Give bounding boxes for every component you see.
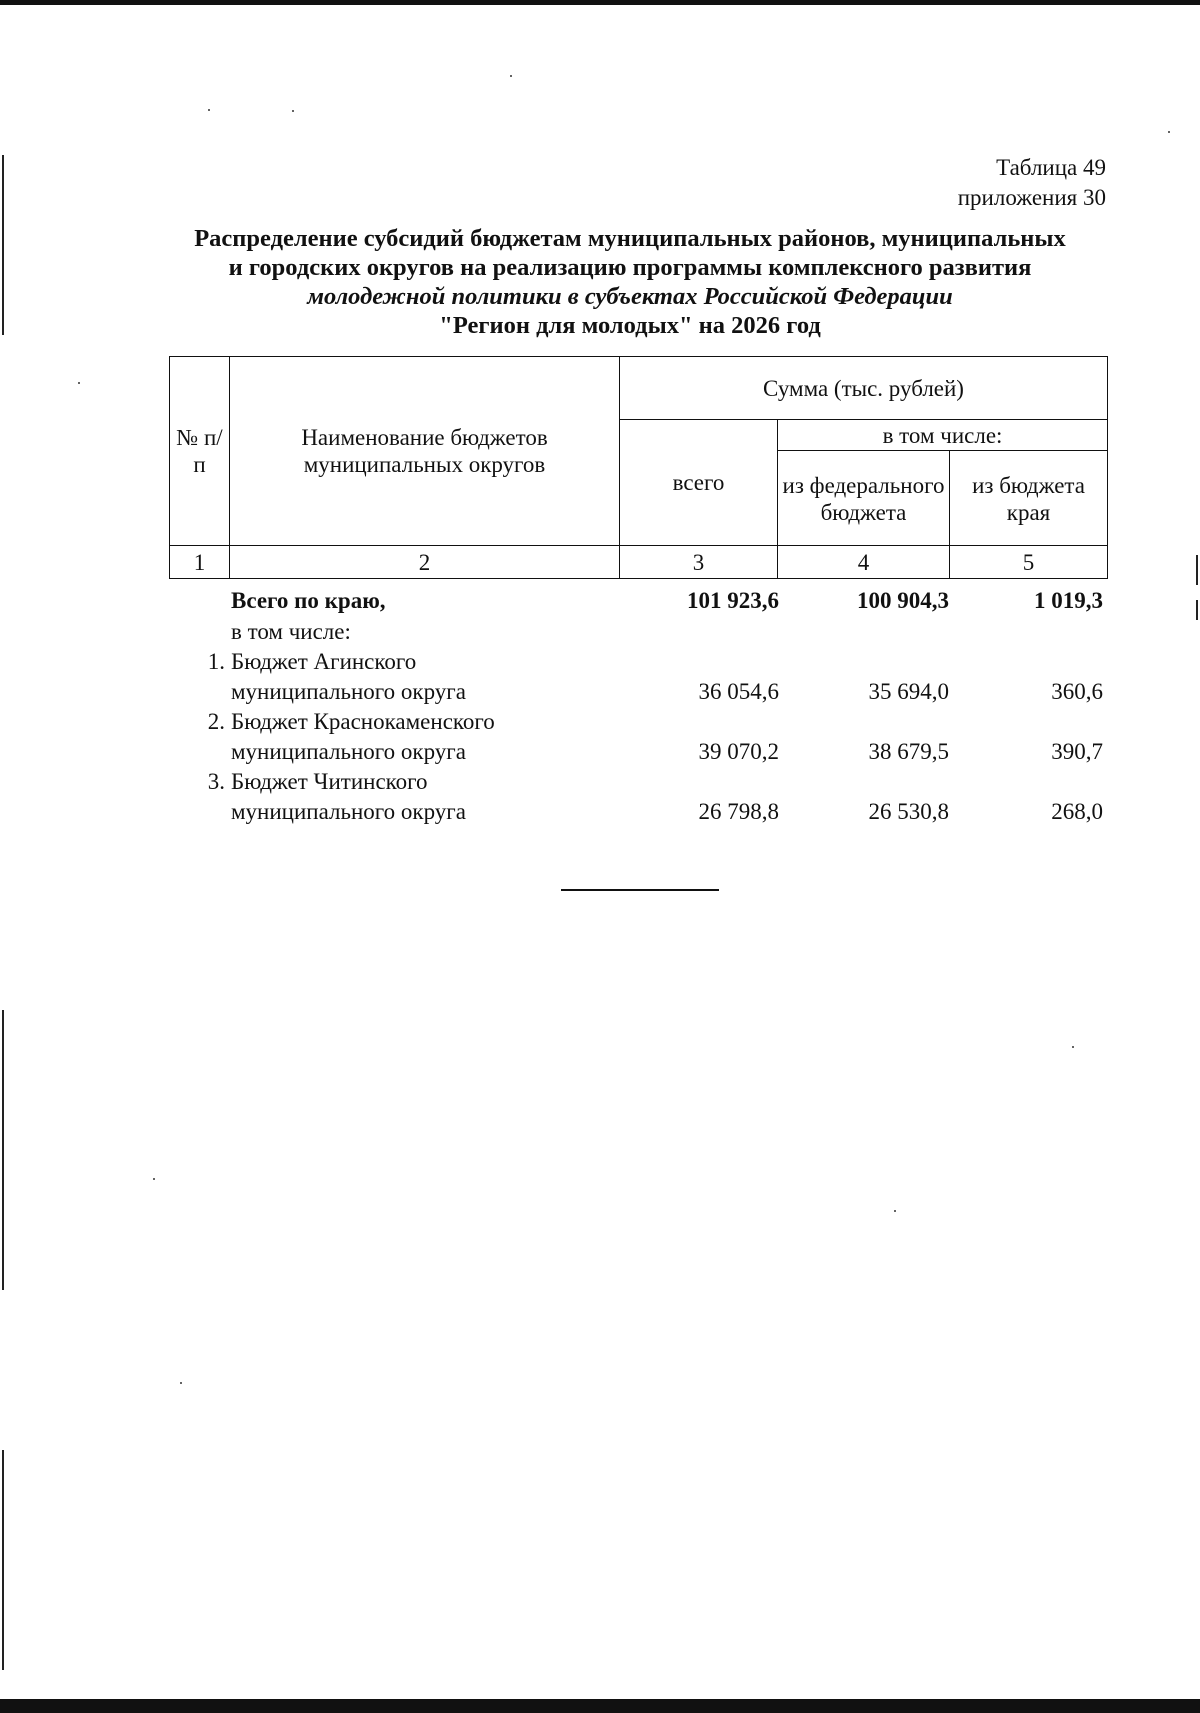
total-row-regional: 1 019,3 [1034,588,1103,613]
budget-table-header [169,356,1108,579]
scan-speck [1072,1046,1074,1048]
row-name: Бюджет Краснокаменского [231,709,495,734]
table-row [169,797,1107,827]
total-row-federal: 100 904,3 [857,588,949,613]
column-number-4: 4 [778,546,950,579]
header-number: № п/п [170,357,230,546]
row-total: 39 070,2 [698,739,779,764]
table-row [169,647,1107,677]
header-regional: из бюджета края [950,451,1108,546]
header-sum: Сумма (тыс. рублей) [620,357,1108,420]
row-federal: 38 679,5 [868,739,949,764]
scan-speck [78,382,80,384]
scan-speck [1168,131,1170,133]
title-line-2: и городских округов на реализацию программы комплексного развития [228,254,1032,281]
scan-edge-mark [2,155,4,335]
scan-speck [292,110,294,112]
table-row [169,767,1107,797]
row-name-cont: муниципального округа [231,799,466,824]
scan-top-border [0,0,1200,5]
row-total: 26 798,8 [698,799,779,824]
scan-edge-mark [2,1450,4,1670]
row-regional: 268,0 [1051,799,1103,824]
scan-edge-mark [2,1010,4,1290]
table-row [169,737,1107,767]
column-number-5: 5 [950,546,1108,579]
row-name-cont: муниципального округа [231,739,466,764]
scan-speck [153,1178,155,1180]
scan-edge-mark [1196,600,1198,620]
scan-bottom-border [0,1699,1200,1713]
scan-speck [180,1382,182,1384]
title-line-4: "Регион для молодых" на 2026 год [439,312,821,339]
scan-speck [510,75,512,77]
row-number: 2. [207,709,225,734]
table-caption [958,153,1106,213]
including-row [169,617,1107,647]
caption-appendix-number: приложения 30 [957,185,1106,210]
title-line-1: Распределение субсидий бюджетам муниципальных районов, муниципальных [194,225,1066,252]
row-regional: 360,6 [1051,679,1103,704]
including-label: в том числе: [231,619,351,644]
row-total: 36 054,6 [698,679,779,704]
table-row [169,707,1107,737]
row-name: Бюджет Читинского [231,769,428,794]
row-regional: 390,7 [1051,739,1103,764]
header-budget-name: Наименование бюджетов муниципальных округов [230,357,620,546]
header-total: всего [620,420,778,546]
title-line-3: молодежной политики в субъектах Российской Федерации [307,283,953,310]
row-name-cont: муниципального округа [231,679,466,704]
total-row [169,584,1107,617]
total-row-label: Всего по краю, [231,588,386,613]
scan-speck [208,109,210,111]
column-number-2: 2 [230,546,620,579]
total-row-total: 101 923,6 [687,588,779,613]
row-number: 1. [207,649,225,674]
header-including: в том числе: [778,420,1108,451]
header-federal: из федерального бюджета [778,451,950,546]
row-federal: 35 694,0 [868,679,949,704]
document-title [150,224,1110,340]
row-name: Бюджет Агинского [231,649,417,674]
column-number-3: 3 [620,546,778,579]
scan-speck [894,1210,896,1212]
caption-table-number: Таблица 49 [996,155,1106,180]
end-of-table-rule [561,889,719,891]
budget-table-body [169,584,1107,827]
table-row [169,677,1107,707]
row-number: 3. [207,769,225,794]
scan-edge-mark [1196,555,1198,585]
row-federal: 26 530,8 [868,799,949,824]
column-number-1: 1 [170,546,230,579]
